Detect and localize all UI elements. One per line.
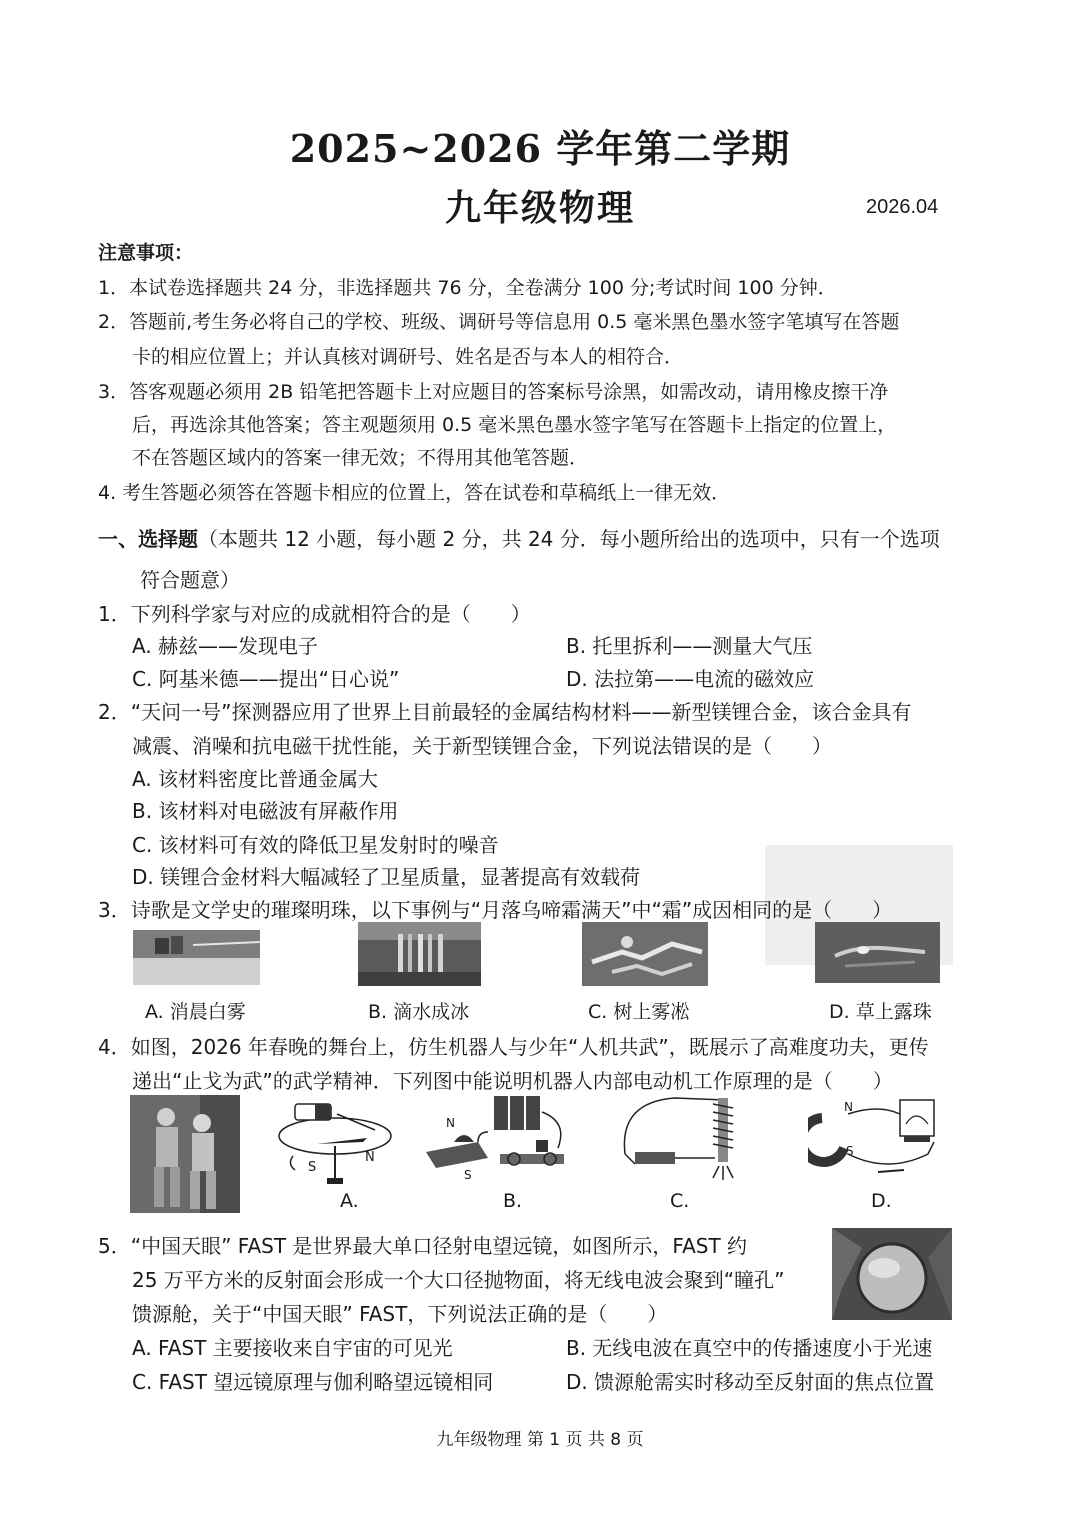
exam-date: 2026.04	[866, 196, 939, 218]
q3-stem: 3．诗歌是文学史的璀璨明珠，以下事例与“月落乌啼霜满天”中“霜”成因相同的是（ ）	[98, 898, 893, 922]
q4a-pole-s: S	[308, 1160, 317, 1175]
q4-option-c: C.	[670, 1190, 690, 1212]
section-desc: （本题共 12 小题，每小题 2 分，共 24 分．每小题所给出的选项中，只有一个选项	[198, 527, 940, 551]
q3-option-d: D. 草上露珠	[829, 1001, 932, 1023]
section-desc-cont: 符合题意）	[140, 568, 240, 592]
q3-photo-icicles	[358, 922, 481, 986]
q4-diagram-b-motor	[418, 1092, 580, 1184]
note-line-3-cont1: 后，再选涂其他答案；答主观题须用 0.5 毫米黑色墨水签字笔写在答题卡上指定的位置上，	[132, 414, 897, 436]
q1-option-d: D. 法拉第——电流的磁效应	[566, 667, 815, 691]
q2-stem-line2: 减震、消噪和抗电磁干扰性能，关于新型镁锂合金，下列说法错误的是（ ）	[132, 734, 832, 758]
note-line-3: 3．答客观题必须用 2B 铅笔把答题卡上对应题目的答案标号涂黑，如需改动，请用橡皮擦干净	[98, 381, 889, 403]
q4d-pole-n: N	[844, 1100, 853, 1114]
q5-stem-line2: 25 万平方米的反射面会形成一个大口径抛物面，将无线电波会聚到“瞳孔”	[132, 1268, 785, 1292]
q3-photo-rime	[582, 922, 708, 986]
exam-title-subject: 九年级物理	[444, 187, 635, 229]
q4b-pole-n: N	[446, 1116, 455, 1130]
q4-option-b: B.	[503, 1190, 523, 1212]
q4-option-a: A.	[340, 1190, 359, 1212]
note-line-4: 4. 考生答题必须答在答题卡相应的位置上，答在试卷和草稿纸上一律无效．	[98, 482, 731, 504]
q4-stem-line1: 4．如图，2026 年春晚的舞台上，仿生机器人与少年“人机共武”，既展示了高难度功夫，更传	[98, 1035, 929, 1059]
q5-photo-fast-telescope	[832, 1228, 952, 1320]
q3-photo-dew	[815, 922, 940, 983]
q3-option-c: C. 树上雾凇	[588, 1001, 690, 1023]
note-line-2: 2．答题前,考生务必将自己的学校、班级、调研号等信息用 0.5 毫米黑色墨水签字笔填写在答题	[98, 311, 900, 333]
q5-option-a: A. FAST 主要接收来自宇宙的可见光	[132, 1336, 453, 1360]
q4-diagram-c-electromagnet	[615, 1092, 747, 1184]
q5-option-d: D. 馈源舱需实时移动至反射面的焦点位置	[566, 1370, 935, 1394]
q2-option-b: B. 该材料对电磁波有屏蔽作用	[132, 799, 399, 823]
q2-option-a: A. 该材料密度比普通金属大	[132, 767, 379, 791]
q1-option-a: A. 赫兹——发现电子	[132, 634, 319, 658]
q5-option-c: C. FAST 望远镜原理与伽利略望远镜相同	[132, 1370, 494, 1394]
q5-stem-line3: 馈源舱，关于“中国天眼” FAST，下列说法正确的是（ ）	[132, 1302, 668, 1326]
q2-option-d: D. 镁锂合金材料大幅减轻了卫星质量，显著提高有效载荷	[132, 865, 641, 889]
q4a-pole-n: N	[365, 1150, 375, 1165]
note-line-1: 1．本试卷选择题共 24 分，非选择题共 76 分，全卷满分 100 分;考试时间 100 分钟．	[98, 277, 837, 299]
q5-stem-line1: 5．“中国天眼” FAST 是世界最大单口径射电望远镜，如图所示，FAST 约	[98, 1234, 748, 1258]
q4-diagram-d-generator	[808, 1094, 948, 1186]
q4d-pole-s: S	[846, 1144, 854, 1158]
q4-stem-line2: 递出“止戈为武”的武学精神．下列图中能说明机器人内部电动机工作原理的是（ ）	[132, 1069, 893, 1093]
exam-title-term: 2025~2026 学年第二学期	[289, 126, 791, 171]
note-line-3-cont2: 不在答题区域内的答案一律无效；不得用其他笔答题．	[132, 447, 589, 469]
q3-option-b: B. 滴水成冰	[368, 1001, 470, 1023]
q4-diagram-a-oersted	[275, 1098, 395, 1193]
q2-stem-line1: 2．“天问一号”探测器应用了世界上目前最轻的金属结构材料——新型镁锂合金，该合金具有	[98, 700, 912, 724]
section-heading	[98, 523, 940, 552]
notes-heading: 注意事项：	[98, 242, 194, 264]
q3-option-a: A. 消晨白雾	[145, 1001, 246, 1023]
q1-option-b: B. 托里拆利——测量大气压	[566, 634, 813, 658]
note-line-2-cont: 卡的相应位置上；并认真核对调研号、姓名是否与本人的相符合．	[132, 346, 684, 368]
q3-photo-mist	[133, 930, 260, 985]
q4-photo-robot-performance	[130, 1095, 240, 1213]
q1-option-c: C. 阿基米德——提出“日心说”	[132, 667, 400, 691]
q2-option-c: C. 该材料可有效的降低卫星发射时的噪音	[132, 833, 499, 857]
page-footer: 九年级物理 第 1 页 共 8 页	[436, 1430, 644, 1450]
section-title: 一、选择题	[98, 527, 198, 551]
q4-option-d: D.	[871, 1190, 892, 1212]
q1-stem: 1．下列科学家与对应的成就相符合的是（ ）	[98, 602, 531, 626]
q4b-pole-s: S	[464, 1168, 472, 1182]
q5-option-b: B. 无线电波在真空中的传播速度小于光速	[566, 1336, 933, 1360]
